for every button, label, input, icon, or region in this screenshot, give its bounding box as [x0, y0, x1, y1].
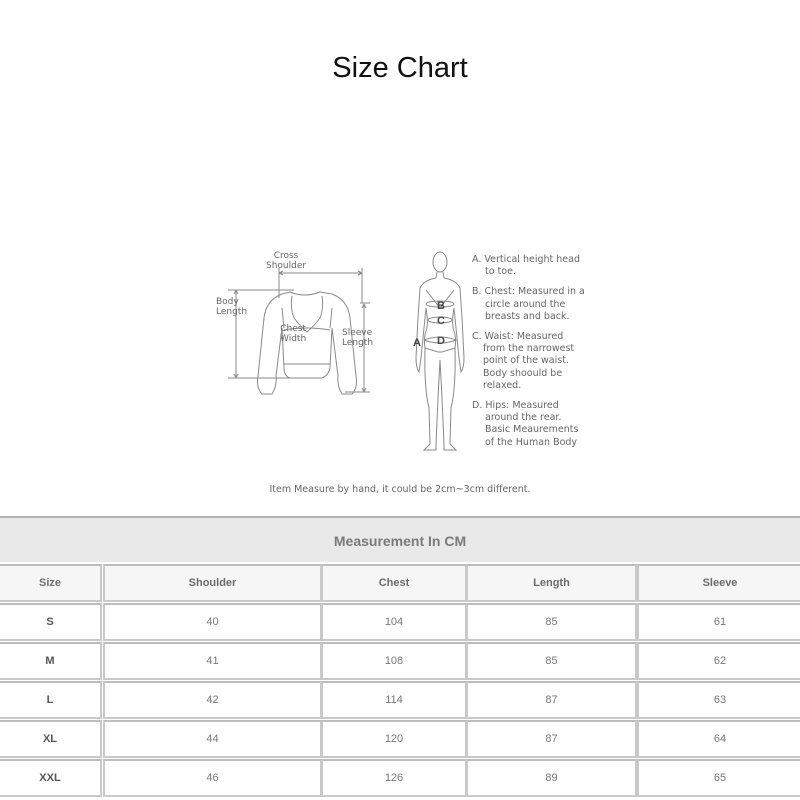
size-cell: L [0, 681, 102, 719]
table-row [0, 720, 800, 759]
measurement-note: Item Measure by hand, it could be 2cm~3cm different. [269, 484, 531, 495]
marker-a: A [413, 337, 421, 349]
legend-item-a: A. Vertical height head to toe. [472, 254, 580, 278]
page-title: Size Chart [332, 52, 468, 84]
shoulder-cell: 41 [103, 642, 322, 680]
chest-cell: 104 [321, 603, 467, 641]
legend-item-b: B. Chest: Measured in a circle around the breasts and back. [472, 286, 585, 322]
length-cell: 87 [466, 720, 637, 758]
sleeve-cell: 62 [637, 642, 800, 680]
size-cell: XXL [0, 759, 102, 797]
marker-c: C [437, 315, 445, 327]
size-cell: S [0, 603, 102, 641]
length-cell: 85 [466, 642, 637, 680]
length-cell: 85 [466, 603, 637, 641]
legend-item-d: D. Hips: Measured around the rear. Basic Meaurements of the Human Body [472, 400, 579, 448]
header-row [0, 564, 800, 603]
marker-b: B [437, 300, 445, 312]
table-row [0, 603, 800, 642]
sleeve-cell: 64 [637, 720, 800, 758]
column-header-chest: Chest [321, 564, 467, 602]
marker-d: D [437, 335, 445, 347]
legend-item-c: C. Waist: Measured from the narrowest point of the waist. Body shoould be relaxed. [472, 331, 575, 391]
length-cell: 87 [466, 681, 637, 719]
sleeve-cell: 65 [637, 759, 800, 797]
shoulder-cell: 44 [103, 720, 322, 758]
length-cell: 89 [466, 759, 637, 797]
measurement-diagrams [0, 240, 800, 510]
cross-shoulder-label: Cross Shoulder [266, 251, 307, 271]
shoulder-cell: 40 [103, 603, 322, 641]
table-caption: Measurement In CM [0, 516, 800, 562]
column-header-length: Length [466, 564, 637, 602]
column-header-size: Size [0, 564, 102, 602]
table-row [0, 681, 800, 720]
chest-cell: 108 [321, 642, 467, 680]
sleeve-cell: 63 [637, 681, 800, 719]
sleeve-length-label: Sleeve Length [342, 328, 374, 348]
size-cell: XL [0, 720, 102, 758]
size-cell: M [0, 642, 102, 680]
body-length-label: Body Length [216, 297, 248, 317]
chest-width-label: Chest Width [280, 324, 307, 344]
table-row [0, 642, 800, 681]
shoulder-cell: 46 [103, 759, 322, 797]
table-row [0, 759, 800, 798]
column-header-sleeve: Sleeve [637, 564, 800, 602]
chest-cell: 120 [321, 720, 467, 758]
human-body-diagram-icon [410, 248, 470, 458]
size-table [0, 516, 800, 800]
chest-cell: 114 [321, 681, 467, 719]
chest-cell: 126 [321, 759, 467, 797]
column-header-shoulder: Shoulder [103, 564, 322, 602]
measurement-legend [472, 254, 592, 457]
sleeve-cell: 61 [637, 603, 800, 641]
shoulder-cell: 42 [103, 681, 322, 719]
